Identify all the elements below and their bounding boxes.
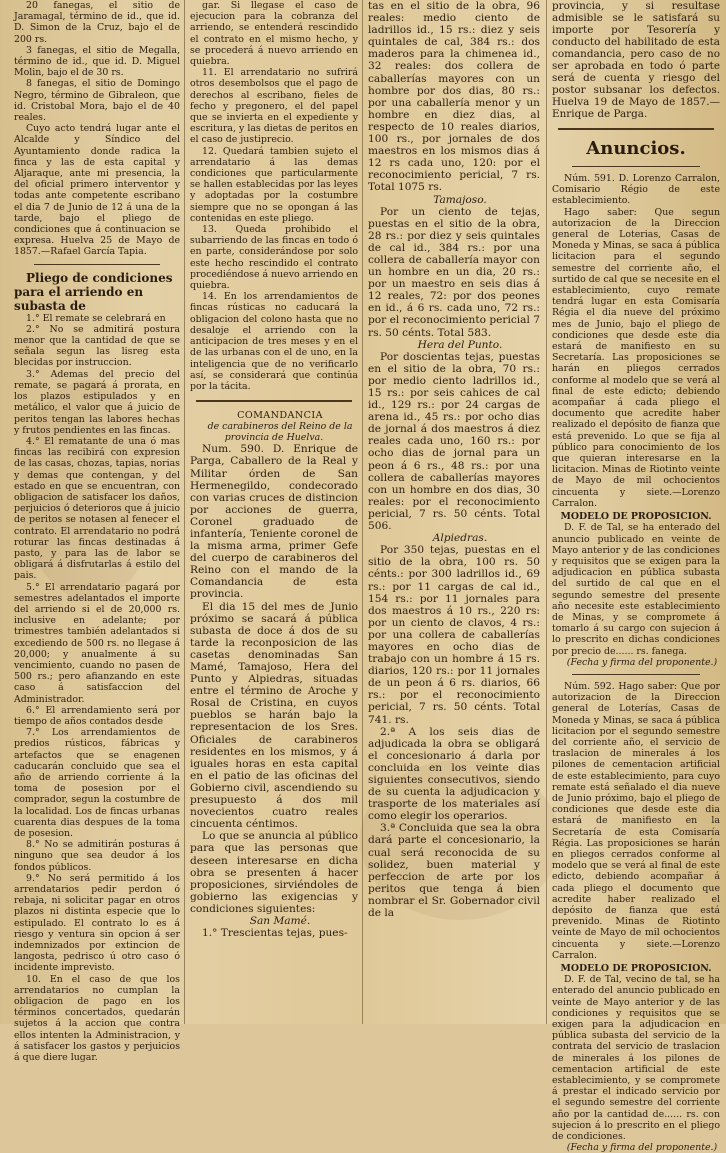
place-heading: San Mamé. bbox=[249, 914, 311, 927]
paragraph: D. F. de Tal, vecino de tal, se ha enterado del anuncio publicado en veinte de Mayo anterior y de las condiciones y requisitos que se exigen para la adjudicacion en pública subasta del servicio de la contrata del servicio de traslacion de minerales á los pilones de cementacion artificial de este establecimiento, y se compromete á prestar el indicado servicio por el segundo semestre del corriente año por la cantidad de...... rs. con sujecion á lo prescrito en el pliego de condiciones. bbox=[552, 974, 720, 1143]
column-2 bbox=[190, 0, 358, 1024]
column-1 bbox=[14, 0, 180, 1064]
conditions-heading: Pliego de condiciones para el arriendo en subasta de bbox=[14, 270, 173, 313]
divider bbox=[34, 264, 160, 265]
condition-item: gar. Si llegase el caso de ejecucion para la cobranza del arriendo, se entenderá rescindido el contrato en el mismo hecho, y se procederá á nuevo arriendo en quiebra. bbox=[190, 0, 358, 68]
signature-line: (Fecha y firma del proponente.) bbox=[566, 1142, 718, 1153]
condition-item: 14. En los arrendamientos de fincas rústicas no caducará la obligacion del colono hasta que no desaloje el arriendo con la anticipacion de tres meses y en el de las urbanas con el de uno, en la inteligencia que de no verificarlo así, se considerará que continúa por la tácita. bbox=[190, 291, 358, 392]
condition-item: 10. En el caso de que los arrendatarios no cumplan la obligacion de pago en los términos concertados, quedarán sujetos á la accion que contra ellos intenten la Administracion, y á satisfacer los gastos y perjuicios á que diere lugar. bbox=[14, 973, 180, 1064]
paragraph: 3 fanegas, el sitio de Megalla, término de id., que id. D. Miguel Molin, bajo el de 30 rs. bbox=[14, 44, 180, 79]
paragraph: Hago saber: Que segun autorizacion de la Direccion general de Loterias, Casas de Moneda y Minas, se saca á pública licitacion para el segundo semestre del corriente año, el surtido de cal que se necesite en el establecimiento, cuyo remate tendrá lugar en esta Comisaría Régia el dia nueve del próximo mes de Junio, bajo el pliego de condiciones que desde este dia estará de manifiesto en su Secretaría. Las proposiciones se harán en pliegos cerrados conforme al modelo que se verá al final de este edicto; debiendo acompañar á cada pliego el documento que acredite haber realizado el depósito de fianza que está prevenido. Lo que se fija al público para conocimiento de los que quieran interesarse en la licitacion. Minas de Riotinto veinte de Mayo de mil ochocientos cincuenta y siete.—Lorenzo Carralon. bbox=[552, 206, 720, 509]
condition-item: 8.° No se admitirán posturas á ninguno que sea deudor á los fondos públicos. bbox=[14, 839, 180, 873]
model-heading: MODELO DE PROPOSICION. bbox=[560, 511, 712, 523]
divider bbox=[196, 400, 352, 402]
column-rule bbox=[362, 0, 363, 1024]
condition-item: 6.° El arrendamiento será por tiempo de años contados desde bbox=[14, 704, 180, 727]
paragraph: Por un ciento de tejas, puestas en el sitio de la obra, 28 rs.: por diez y seis quintales de cal id., 384 rs.: por una collera de caballería mayor con un hombre en un dia, 20 rs.: por un maestro en seis dias á 12 reales, 72: por dos peones en id., á 6 rs. cada uno, 72 rs.: por el reconocimiento pericial 7 rs. 50 cénts. Total 583. bbox=[368, 205, 540, 339]
section-subheading: de carabineros del Reino de la provincia de Huelva. bbox=[207, 421, 353, 444]
announcement-header: Núm. 591. D. Lorenzo Carralon, Comisario Régio de este establecimiento. bbox=[552, 173, 720, 207]
anuncios-heading: Anuncios. bbox=[586, 138, 686, 159]
place-heading: Hera del Punto. bbox=[417, 338, 503, 351]
model-heading: MODELO DE PROPOSICION. bbox=[560, 963, 712, 975]
column-rule bbox=[184, 0, 185, 1024]
condition-item: 1.° El remate se celebrará en bbox=[26, 312, 166, 324]
paragraph: 8 fanegas, el sitio de Domingo Negro, término de Gibraleon, que id. Cristobal Mora, bajo el de 40 reales. bbox=[14, 78, 180, 124]
paragraph: 3.ª Concluida que sea la obra dará parte el concesionario, la cual será reconocida de su solidez, buen material y perfeccion de arte por los peritos que tenga á bien nombrar el Sr. Gobernador civil de la bbox=[368, 822, 540, 920]
paragraph: Num. 590. D. Enrique de Parga, Caballero de la Real y Militar órden de San Hermenegildo, condecorado con varias cruces de distincion por acciones de guerra, Coronel graduado de infantería, Teniente coronel de la misma arma, primer Gefe del cuerpo de carabineros del Reino con el mando de la Comandancia de esta provincia. bbox=[190, 443, 358, 601]
column-3 bbox=[368, 0, 540, 1024]
paragraph: tas en el sitio de la obra, 96 reales: medio ciento de ladrillos id., 15 rs.: diez y seis quintales de cal, 384 rs.: dos maderos para la chimenea id., 32 reales: dos collera de caballerías mayores con un hombre por dos dias, 80 rs.: por una caballería menor y un hombre en diez dias, al respecto de 10 reales diarios, 100 rs., por jornales de dos maestros en los mismos dias á 12 rs cada uno, 120: por el reconocimiento pericial, 7 rs. Total 1075 rs. bbox=[368, 0, 540, 194]
paragraph: El dia 15 del mes de Junio próximo se sacará á pública subasta de doce á dos de su tarde la reconposicion de las casetas denominadas San Mamé, Tamajoso, Hera del Punto y Alpiedras, situadas entre el término de Aroche y Rosal de Cristina, en cuyos pueblos se harán bajo la representacion de los Sres. Oficiales de carabineros residentes en los mismos, y á iguales horas en esta capital en el patio de las oficinas del Gobierno civil, ascendiendo su presupuesto á dos mil novecientos cuatro reales cincuenta céntimos. bbox=[190, 600, 358, 831]
paragraph: Por doscientas tejas, puestas en el sitio de la obra, 70 rs.: por medio ciento ladrillos id., 15 rs.: por seis cahices de cal id., 129 rs.: por 24 cargas de arena id., 45 rs.: por ocho dias de jornal á dos maestros á diez reales cada uno, 160 rs.: por ocho dias de jornal para un peon á 6 rs., 48 rs.: por una collera de caballerías mayores con un hombre en dos dias, 30 reales: por el reconocimiento pericial, 7 rs. 50 cénts. Total 506. bbox=[368, 350, 540, 533]
place-heading: Tamajoso. bbox=[433, 193, 487, 206]
condition-item: 12. Quedará tambien sujeto el arrendatario á las demas condiciones que particularmente se hallen establecidas por las leyes y adoptadas por la costumbre siempre que no se opongan á las contenidas en este pliego. bbox=[190, 145, 358, 224]
paragraph: 2.ª A los seis dias de adjudicada la obra se obligará el concesionario á darla por concluida en los veinte dias siguientes consecutivos, siendo de su cuenta la adjudicacion y trasporte de los materiales así como elegir los operarios. bbox=[368, 725, 540, 823]
announcement-header: Núm. 592. Hago saber: Que por autorizacion de la Direccion general de Loterías, Casas de Moneda y Minas, se saca á pública licitacion por el segundo semestre del corriente año, el servicio de traslacion de minerales á los pilones de cementacion artificial de este establecimiento, para cuyo remate está señalado el dia nueve de Junio próximo, bajo el pliego de condiciones que desde este dia estará de manifiesto en la Secretaría de esta Comisaría Régia. Las proposiciones se harán en pliegos cerrados conforme al modelo que se verá al final de este edicto, debiendo acompañar á cada pliego el documento que acredite haber realizado el depósito de fianza que está prevenido. Minas de Riotinto veinte de Mayo de mil ochocientos cincuenta y siete.—Lorenzo Carralon. bbox=[552, 680, 720, 961]
divider bbox=[572, 674, 700, 675]
divider bbox=[572, 166, 700, 167]
condition-item: 7.° Los arrendamientos de predios rústicos, fábricas y artefactos que se enagenen caducarán concluido que sea el año de arriendo corriente á la toma de posesion por el comprador, segun la costumbre de la localidad. Los de fincas urbanas cuarenta dias despues de la toma de posesion. bbox=[14, 727, 180, 840]
condition-item: 9.° No será permitido á los arrendatarios pedir perdon ó rebaja, ni solicitar pagar en otros plazos ni distinta especie que lo estipulado. El contrato lo es á riesgo y ventura sin opcion á ser indemnizados por extincion de langosta, pedrisco ú otro caso ó incidente imprevisto. bbox=[14, 872, 180, 974]
paragraph: provincia, y si resultase admisible se le satisfará su importe por Tesorería y conducto del habilitado de esta comandancia, pero caso de no ser aprobada en todo ó parte será de cuenta y riesgo del postor subsanar los defectos. Huelva 19 de Mayo de 1857.—Enrique de Parga. bbox=[552, 0, 720, 120]
condition-item: 4.° El rematante de una ó mas fincas las recibirá con expresion de las casas, chozas, tapias, norias y demas que contengan, y del estado en que se encuentran, con obligacion de satisfacer los daños, perjuicios ó deterioros que á juicio de peritos se notasen al fenecer el contrato. El arrendatario no podrá roturar las fincas destinadas á pasto, y para las de labor se obligará á disfrutarlas á estilo del pais. bbox=[14, 435, 180, 582]
paragraph: Lo que se anuncia al público para que las personas que deseen interesarse en dicha obra se presenten á hacer proposiciones, sirviéndoles de gobierno las exigencias y condiciones siguientes: bbox=[190, 830, 358, 915]
column-rule bbox=[546, 0, 547, 1024]
divider bbox=[558, 128, 714, 130]
section-heading: COMANDANCIA bbox=[237, 410, 323, 422]
condition-item: 2.° No se admitirá postura menor que la cantidad de que se señala segun las lisreg esta blecidas por instruccion. bbox=[14, 323, 180, 369]
signature-line: (Fecha y firma del proponente.) bbox=[566, 656, 718, 668]
column-4 bbox=[552, 0, 720, 1153]
condition-item: 5.° El arrendatario pagará por semestres adelantados el importe del arriendo si el de 20,000 rs. inclusive en adelante; por trimestres también adelantados si excediendo de 500 rs. no llegase á 20,000; y anualmente á su vencimiento, cuando no pasen de 500 rs.; pero afianzando en este caso á satisfaccion del Administrador. bbox=[14, 581, 180, 705]
place-heading: Alpiedras. bbox=[432, 532, 488, 545]
paragraph: 1.° Trescientas tejas, pues- bbox=[202, 927, 348, 940]
condition-item: 13. Queda prohibido el subarriendo de las fincas en todo ó en parte, considerándose por solo este hecho rescindido el contrato procediéndose á nuevo arriendo en quiebra. bbox=[190, 224, 358, 292]
paragraph: D. F. de Tal, se ha enterado del anuncio publicado en veinte de Mayo anterior y de las condiciones y requisitos que se exigen para la adjudicacion en pública subasta del surtido de cal que en el segundo semestre del presente año necesite este establecimiento de Minas, y se compromete á tomarlo á su cargo con sujecion á lo prescrito en dichas condiciones por precio de...... rs. fanega. bbox=[552, 522, 720, 657]
condition-item: 11. El arrendatario no sufrirá otros desembolsos que el pago de derechos al escribano, fieles de fecho y pregonero, el del papel que se invierta en el expediente y escritura, y las dietas de peritos en el caso de justiprecio. bbox=[190, 67, 358, 146]
paragraph: 20 fanegas, el sitio de Jaramagal, término de id., que id. D. Simon de la Cruz, bajo el de 200 rs. bbox=[14, 0, 180, 45]
paragraph: Por 350 tejas, puestas en el sitio de la obra, 100 rs. 50 cénts.: por 300 ladrillos id., 69 rs.: por 11 cargas de cal id., 154 rs.: por 11 jornales para dos maestros á 10 rs., 220 rs: por un ciento de clavos, 4 rs.: por una collera de caballerías mayores en ocho dias de trabajo con un hombre á 15 rs. diarios, 120 rs.: por 11 jornales de un peon á 6 rs. diarios, 66 rs.: por el reconocimiento pericial, 7 rs. 50 cénts. Total 741. rs. bbox=[368, 544, 540, 726]
condition-item: 3.° Ademas del precio del remate, se pagará á prorata, en los plazos estipulados y en metálico, el valor que á juicio de peritos tengan las labores hechas y frutos pendientes en las fincas. bbox=[14, 368, 180, 436]
paragraph: Cuyo acto tendrá lugar ante el Alcalde y Síndico del Ayuntamiento donde radica la finca y las de esta capital y Aljaraque, ante mi presencia, la del oficial primero interventor y todas ante competente escribano el dia 7 de Junio de 12 á una de la tarde, bajo el pliego de condiciones que á continuacion se expresa. Huelva 25 de Mayo de 1857.—Rafael García Tapia. bbox=[14, 123, 180, 258]
